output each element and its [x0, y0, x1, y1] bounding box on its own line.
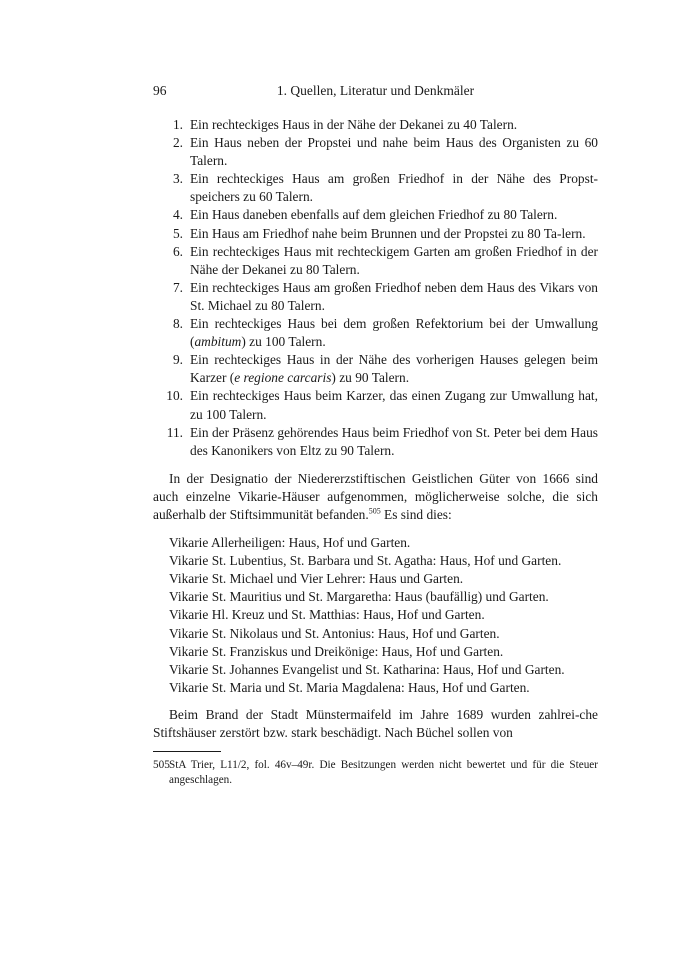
list-item [153, 206, 598, 224]
latin-term: ambitum [194, 334, 242, 350]
paragraph-text-end: Es sind dies: [380, 506, 452, 522]
list-item [153, 387, 598, 423]
list-item: Vikarie St. Maria und St. Maria Magdalena: Haus, Hof und Garten. [169, 679, 530, 695]
item-number: 1. [172, 117, 183, 132]
page-number: 96 [153, 83, 167, 98]
list-item: Vikarie Allerheiligen: Haus, Hof und Garten. [169, 535, 411, 551]
list-item [153, 351, 598, 387]
item-number: 6. [172, 243, 183, 259]
list-item [153, 315, 598, 351]
list-item: Vikarie St. Johannes Evangelist und St. Katharina: Haus, Hof und Garten. [169, 661, 565, 677]
body-paragraph: Beim Brand der Stadt Münstermaifeld im Jahre 1689 wurden zahlrei-che Stiftshäuser zerstört bzw. stark beschädigt. Nach Büchel sollen von [153, 706, 598, 740]
list-item [153, 116, 598, 134]
item-text-end: ) zu 90 Talern. [331, 370, 410, 386]
list-item [153, 243, 598, 279]
list-item [153, 225, 598, 243]
item-text: Ein rechteckiges Haus am großen Friedhof neben dem Haus des Vikars von St. Michael zu 80 Talern. [190, 279, 598, 313]
book-page [153, 80, 598, 788]
latin-term: e regione carcaris [234, 370, 332, 386]
item-text-end: ) zu 100 Talern. [241, 334, 326, 350]
vicarie-list [153, 534, 598, 697]
list-item: Vikarie St. Michael und Vier Lehrer: Haus und Garten. [169, 571, 464, 587]
item-number: 3. [172, 171, 183, 187]
item-text: Ein Haus am Friedhof nahe beim Brunnen und der Propstei zu 80 Ta-lern. [190, 225, 586, 241]
item-number: 4. [172, 207, 183, 223]
footnote-number: 505 [153, 759, 170, 772]
item-text: Ein rechteckiges Haus mit rechteckigem Garten am großen Friedhof in der Nähe der Dekanei zu 80 Talern. [190, 243, 598, 277]
list-item: Vikarie St. Lubentius, St. Barbara und St. Agatha: Haus, Hof und Garten. [169, 553, 562, 569]
list-item: Vikarie St. Nikolaus und St. Antonius: Haus, Hof und Garten. [169, 625, 500, 641]
running-title: 1. Quellen, Literatur und Denkmäler [276, 83, 475, 98]
item-text: Ein Haus neben der Propstei und nahe beim Haus des Organisten zu 60 Talern. [190, 135, 598, 169]
item-number: 11. [166, 424, 183, 440]
list-item [153, 424, 598, 460]
item-text-start: Ein rechteckiges Haus bei dem großen Refektorium bei der Umwallung ( [190, 316, 598, 350]
item-number: 2. [172, 135, 183, 151]
footnote-text: StA Trier, L11/2, fol. 46v–49r. Die Besitzungen werden nicht bewertet und für die Steuer angeschlagen. [169, 759, 598, 787]
footnote-reference: 505 [368, 506, 381, 516]
list-item: Vikarie Hl. Kreuz und St. Matthias: Haus, Hof und Garten. [169, 607, 485, 623]
body-paragraph [153, 470, 598, 524]
running-head [153, 80, 598, 102]
item-text: Ein rechteckiges Haus am großen Friedhof in der Nähe des Propst-speichers zu 60 Talern. [190, 171, 598, 205]
paragraph-text: In der Designatio der Niedererzstiftischen Geistlichen Güter von 1666 sind auch einzelne Vikarie-Häuser aufgenommen, möglicherweise solche, die sich außerhalb der Stiftsimmunität befanden. [153, 470, 598, 522]
item-number: 9. [172, 352, 183, 368]
item-text: Ein Haus daneben ebenfalls auf dem gleichen Friedhof zu 80 Talern. [190, 207, 558, 223]
item-number: 7. [172, 279, 183, 295]
list-item [153, 134, 598, 170]
house-list [153, 116, 598, 460]
item-text: Ein rechteckiges Haus in der Nähe der Dekanei zu 40 Talern. [190, 117, 518, 132]
item-text: Ein rechteckiges Haus beim Karzer, das einen Zugang zur Umwallung hat, zu 100 Talern. [190, 388, 598, 422]
item-number: 5. [172, 225, 183, 241]
footnote-divider [153, 751, 221, 752]
item-text: Ein der Präsenz gehörendes Haus beim Friedhof von St. Peter bei dem Haus des Kanonikers von Eltz zu 90 Talern. [190, 424, 598, 458]
item-number: 10. [166, 388, 183, 404]
list-item: Vikarie St. Franziskus und Dreikönige: Haus, Hof und Garten. [169, 643, 504, 659]
list-item: Vikarie St. Mauritius und St. Margaretha: Haus (baufällig) und Garten. [169, 589, 549, 605]
list-item [153, 170, 598, 206]
footnote [153, 758, 598, 788]
list-item [153, 279, 598, 315]
item-number: 8. [172, 316, 183, 332]
item-text-start: Ein rechteckiges Haus in der Nähe des vorherigen Hauses gelegen beim Karzer ( [190, 352, 598, 386]
